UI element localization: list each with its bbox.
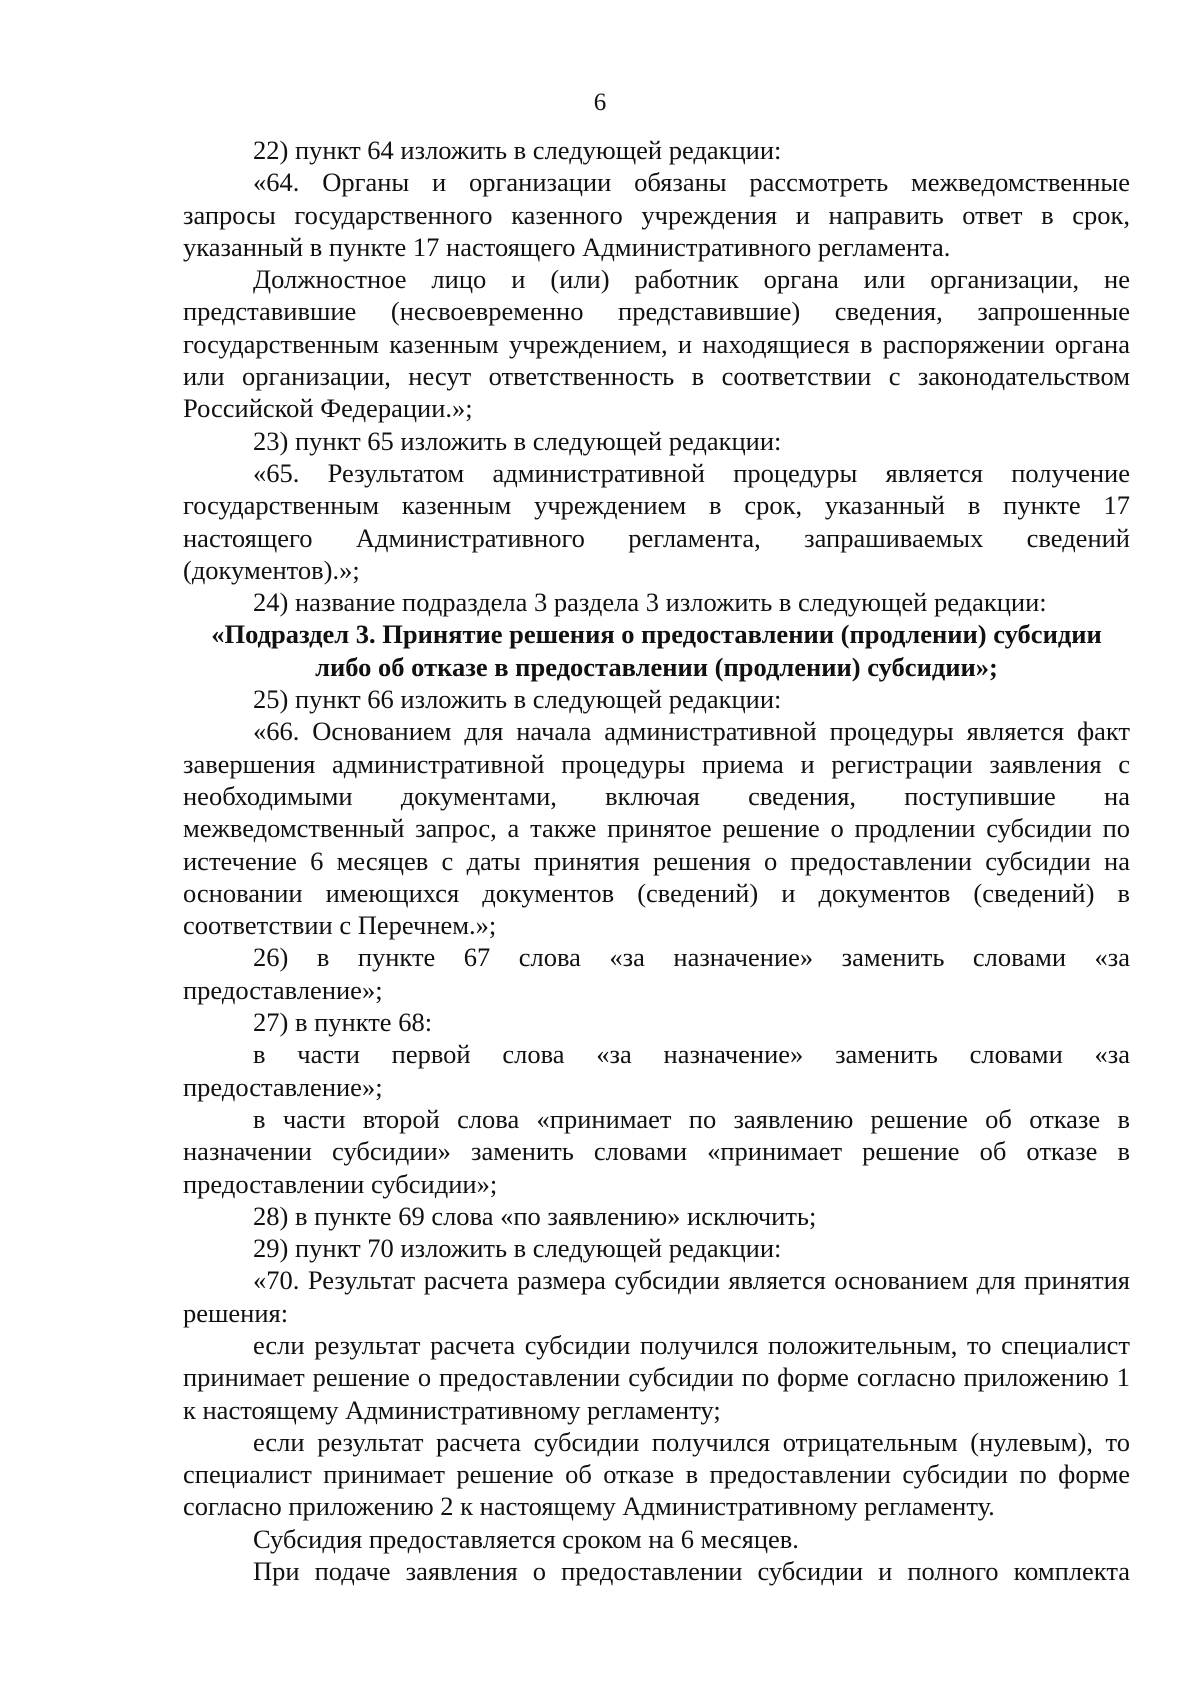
paragraph-positive-result: если результат расчета субсидии получился положительным, то специалист принимает решение о предоставлении субсидии по форме согласно приложению 1 к настоящему Административному регламенту;: [183, 1329, 1130, 1425]
subsection-heading: «Подраздел 3. Принятие решения о предоставлении (продлении) субсидии либо об отказе в предоставлении (продлении) субсидии»;: [211, 619, 1102, 682]
paragraph-point-65: «65. Результатом административной процедуры является получение государственным казенным учреждением в срок, указанный в пункте 17 настоящего Административного регламента, запрашиваемых сведений (документов).»;: [183, 457, 1130, 585]
paragraph-item-28: 28) в пункте 69 слова «по заявлению» исключить;: [253, 1200, 817, 1231]
paragraph-submission: При подаче заявления о предоставлении субсидии и полного комплекта: [253, 1556, 1130, 1587]
page-number: 6: [593, 89, 607, 116]
paragraph-subsidy-term: Субсидия предоставляется сроком на 6 месяцев.: [253, 1523, 799, 1554]
paragraph-item-27: 27) в пункте 68:: [253, 1007, 433, 1038]
paragraph-item-24: 24) название подраздела 3 раздела 3 изложить в следующей редакции:: [253, 587, 1047, 618]
paragraph-part-one: в части первой слова «за назначение» заменить словами «за предоставление»;: [183, 1039, 1130, 1102]
paragraph-point-66: «66. Основанием для начала административной процедуры является факт завершения административной процедуры приема и регистрации заявления с необходимыми документами, включая сведения, поступившие на межведомственный запрос, а также принятое решение о продлении субсидии по истечение 6 месяцев с даты принятия решения о предоставлении субсидии на основании имеющихся документов (сведений) и документов (сведений) в соответствии с Перечнем.»;: [183, 716, 1130, 941]
paragraph-point-70: «70. Результат расчета размера субсидии является основанием для принятия решения:: [183, 1265, 1130, 1328]
paragraph-item-23: 23) пункт 65 изложить в следующей редакции:: [253, 425, 782, 456]
paragraph-negative-result: если результат расчета субсидии получился отрицательным (нулевым), то специалист принимает решение об отказе в предоставлении субсидии по форме согласно приложению 2 к настоящему Административному регламенту.: [183, 1426, 1130, 1522]
paragraph-item-22: 22) пункт 64 изложить в следующей редакции:: [253, 135, 782, 165]
document-body: [183, 134, 1130, 1587]
paragraph-part-two: в части второй слова «принимает по заявлению решение об отказе в назначении субсидии» заменить словами «принимает решение об отказе в предоставлении субсидии»;: [183, 1103, 1130, 1199]
paragraph-item-26: 26) в пункте 67 слова «за назначение» заменить словами «за предоставление»;: [183, 942, 1130, 1005]
paragraph-point-64: «64. Органы и организации обязаны рассмотреть межведомственные запросы государственного казенного учреждения и направить ответ в срок, указанный в пункте 17 настоящего Административного регламента.: [183, 167, 1130, 262]
paragraph-responsibility: Должностное лицо и (или) работник органа или организации, не представившие (несвоевременно представившие) сведения, запрошенные государственным казенным учреждением, и находящиеся в распоряжении органа или организации, несут ответственность в соответствии с законодательством Российской Федерации.»;: [183, 264, 1130, 424]
paragraph-item-29: 29) пункт 70 изложить в следующей редакции:: [253, 1233, 782, 1264]
paragraph-item-25: 25) пункт 66 изложить в следующей редакции:: [253, 684, 782, 715]
